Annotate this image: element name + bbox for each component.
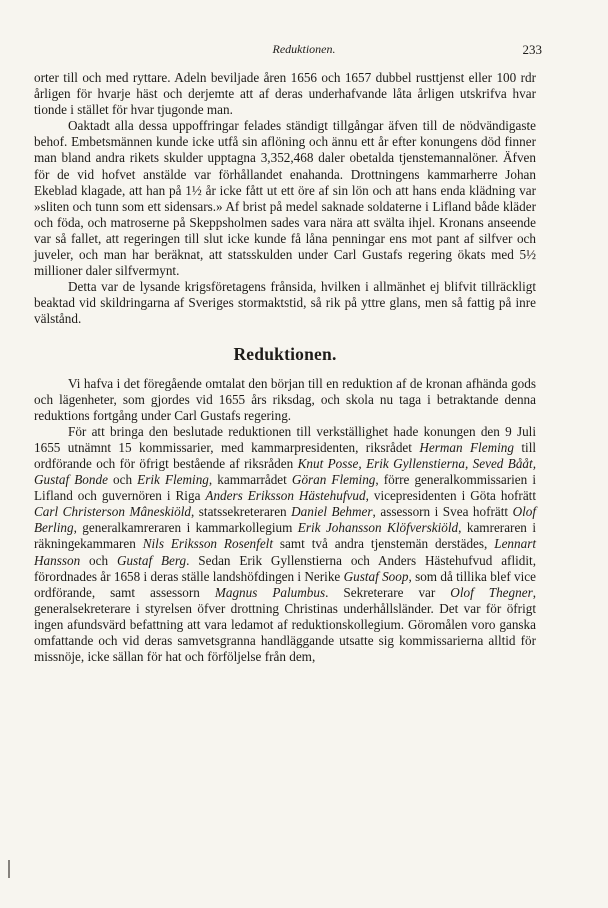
text-run: samt två andra tjenstemän derstädes, [273,536,495,552]
text-run: , assessorn i Svea hofrätt [372,504,513,520]
person-name: Magnus Palumbus [214,584,326,600]
person-name: Erik Johansson Klöfverskiöld [297,520,459,536]
body-text [34,70,536,665]
text-run: , vicepresidenten i Göta hofrätt [365,488,536,504]
person-name: Anders Eriksson Hästehufvud [205,488,366,504]
person-name: Olof Thegner [450,584,533,600]
paragraph-commission [34,424,536,665]
text-run: För att bringa den beslutade reduktionen till verkställighet hade konungen den 9 Juli 1655 utnämnt 15 kommissarier, med kammarpresidenten, riksrådet [34,423,536,455]
paragraph-reduction-intro: Vi hafva i det föregående omtalat den början till en reduktion af de kronan afhända gods och lägenheter, som gjordes vid 1655 års riksdag, och skola nu taga i betraktande denna reduktions fortgång under Carl Gustafs regering. [34,375,536,423]
running-head [0,42,608,58]
paragraph-conclusion: Detta var de lysande krigsföretagens frånsida, hvilken i allmänhet ej blifvit tillräckligt beaktad vid skildringarna af Sveriges stormaktstid, så rik på yttre glans, men så fattig på inre välstånd. [34,279,536,327]
person-name: Nils Eriksson Rosenfelt [142,536,273,552]
person-name: Daniel Behmer [291,504,373,520]
running-title: Reduktionen. [272,42,336,56]
person-name: Gustaf Soop [343,568,409,584]
person-name: Erik Fleming [137,472,209,488]
person-name: Gustaf Berg [116,552,187,568]
text-run: , kamreraren i räkningekammaren [34,520,536,552]
text-run: och [80,552,117,568]
person-name: Olof Berling [34,504,537,536]
paragraph-continued: orter till och med ryttare. Adeln beviljade åren 1656 och 1657 dubbel rusttjenst eller 100 rdr årligen för hvarje häst och derjemte att af deras underhafvande låta årligen utskrifva hvar tionde i stället för hvar tjugonde man. [34,70,536,118]
text-run: och [107,472,138,488]
paragraph-shortages: Oaktadt alla dessa uppoffringar felades ständigt tillgångar äfven till de nödvändigaste behof. Embetsmännen kunde icke utfå sin aflöning och ännu ett år efter konungens död finner man bland andra rikets skulder upptagna 3,352,468 daler obetalda tjenstemannalöner. Äfven för de vid hofvet anstälde var förhållandet enahanda. Drottningens kammarherre Johan Ekeblad klagade, att han på 1½ år icke fått ut ett öre af sin lön och att hans enda klädning var »sliten och tunn som ett sidensars.» Af brist på medel saknade soldaterne i Lifland både kläder och föda, och matroserne på Skeppsholmen sades vara nära att svälta ihjel. Kronans anseende var så fallet, att regeringen till slut icke kunde få låna penningar ens mot pant af silfver och juveler, och man har beräknat, att statsskulden under Carl Gustafs regering ökats med 5½ millioner daler silfvermynt. [34,118,536,279]
page-number: 233 [522,42,542,57]
person-name: Göran Fleming [291,472,376,488]
text-run: , kammarrådet [208,472,292,488]
person-name: Lennart Hansson [34,536,536,568]
margin-mark [8,860,10,878]
text-run: till ordförande och för öfrigt bestående af riksråden [34,439,537,471]
text-run: . Sekreterare var [325,584,451,600]
person-name: Herman Fleming [419,439,514,455]
section-heading: Reduktionen. [233,343,337,364]
text-run: , generalkamreraren i kammarkollegium [73,520,298,536]
text-run: , statssekreteraren [190,504,292,520]
text-run: . Sedan Erik Gyllenstierna och Anders Hästehufvud aflidit, förordnades år 1658 i deras ställe landshöfdingen i Nerike [34,552,536,584]
person-name: Knut Posse, Erik Gyllenstierna, Seved Bååt, Gustaf Bonde [34,455,536,488]
text-run: , förre generalkommissarien i Lifland och guvernören i Riga [34,472,536,504]
text-run: , som då tillika blef vice ordförande, samt assessorn [34,568,536,600]
text-run: , generalsekreterare i styrelsen öfver drottning Christinas underhållsländer. Det var för öfrigt ingen afundsvärd befattning att vara ledamot af reduktionskollegium. Göromålen voro ganska omfattande och vid deras samvetsgranna handläggande utsatte sig kommissarierna alltid för missnöje, icke sällan för hat och förföljelse från dem, [34,584,536,665]
person-name: Carl Christerson Mâneskiöld [34,504,191,520]
